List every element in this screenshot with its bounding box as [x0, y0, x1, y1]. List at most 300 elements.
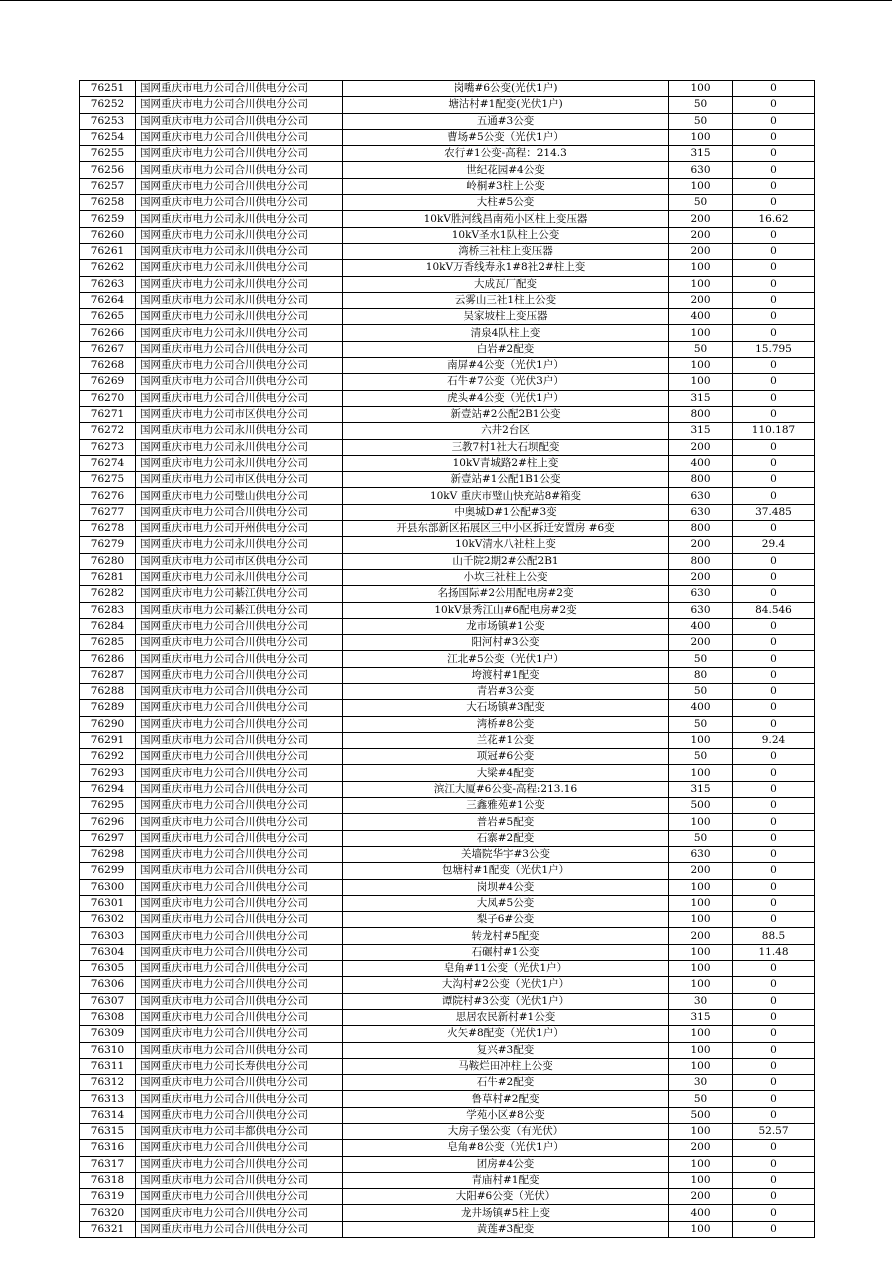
row-id-cell: 76276: [80, 488, 136, 504]
row-id-cell: 76278: [80, 521, 136, 537]
table-row: [80, 814, 815, 830]
capacity-cell: 100: [669, 129, 733, 145]
value-cell: 0: [733, 651, 815, 667]
capacity-cell: 800: [669, 406, 733, 422]
transformer-name-cell: 龙市场镇#1公变: [343, 618, 669, 634]
capacity-cell: 100: [669, 1058, 733, 1074]
table-row: [80, 961, 815, 977]
transformer-name-cell: 石寨#2配变: [343, 830, 669, 846]
row-id-cell: 76266: [80, 325, 136, 341]
value-cell: 0: [733, 1205, 815, 1221]
table-row: [80, 129, 815, 145]
table-row: [80, 243, 815, 259]
capacity-cell: 400: [669, 1205, 733, 1221]
transformer-name-cell: 龙井场镇#5柱上变: [343, 1205, 669, 1221]
capacity-cell: 100: [669, 944, 733, 960]
table-row: [80, 944, 815, 960]
company-cell: 国网重庆市电力公司合川供电分公司: [136, 846, 343, 862]
transformer-name-cell: 兰花#1公变: [343, 732, 669, 748]
company-cell: 国网重庆市电力公司合川供电分公司: [136, 700, 343, 716]
row-id-cell: 76256: [80, 162, 136, 178]
table-row: [80, 1042, 815, 1058]
capacity-cell: 630: [669, 162, 733, 178]
company-cell: 国网重庆市电力公司合川供电分公司: [136, 749, 343, 765]
capacity-cell: 630: [669, 586, 733, 602]
value-cell: 37.485: [733, 504, 815, 520]
row-id-cell: 76262: [80, 260, 136, 276]
value-cell: 52.57: [733, 1124, 815, 1140]
value-cell: 11.48: [733, 944, 815, 960]
table-row: [80, 928, 815, 944]
row-id-cell: 76315: [80, 1124, 136, 1140]
value-cell: 0: [733, 309, 815, 325]
transformer-name-cell: 新壹站#1公配1B1公变: [343, 472, 669, 488]
table-row: [80, 749, 815, 765]
transformer-name-cell: 滨江大厦#6公变-高程:213.16: [343, 781, 669, 797]
table-row: [80, 602, 815, 618]
transformer-name-cell: 清泉4队柱上变: [343, 325, 669, 341]
capacity-cell: 315: [669, 1009, 733, 1025]
table-row: [80, 618, 815, 634]
row-id-cell: 76298: [80, 846, 136, 862]
company-cell: 国网重庆市电力公司合川供电分公司: [136, 1140, 343, 1156]
row-id-cell: 76269: [80, 374, 136, 390]
table-row: [80, 521, 815, 537]
value-cell: 0: [733, 97, 815, 113]
value-cell: 0: [733, 667, 815, 683]
table-row: [80, 1107, 815, 1123]
company-cell: 国网重庆市电力公司永川供电分公司: [136, 439, 343, 455]
table-row: [80, 97, 815, 113]
value-cell: 0: [733, 129, 815, 145]
value-cell: 0: [733, 1172, 815, 1188]
table-row: [80, 1124, 815, 1140]
row-id-cell: 76287: [80, 667, 136, 683]
capacity-cell: 100: [669, 765, 733, 781]
row-id-cell: 76312: [80, 1075, 136, 1091]
transformer-name-cell: 岗嘴#6公变(光伏1户): [343, 81, 669, 97]
row-id-cell: 76314: [80, 1107, 136, 1123]
capacity-cell: 630: [669, 504, 733, 520]
transformer-name-cell: 石牛#7公变（光伏3户）: [343, 374, 669, 390]
table-row: [80, 472, 815, 488]
row-id-cell: 76302: [80, 912, 136, 928]
row-id-cell: 76251: [80, 81, 136, 97]
value-cell: 0: [733, 374, 815, 390]
company-cell: 国网重庆市电力公司永川供电分公司: [136, 537, 343, 553]
table-row: [80, 993, 815, 1009]
row-id-cell: 76258: [80, 195, 136, 211]
company-cell: 国网重庆市电力公司綦江供电分公司: [136, 586, 343, 602]
transformer-name-cell: 普岩#5配变: [343, 814, 669, 830]
company-cell: 国网重庆市电力公司合川供电分公司: [136, 928, 343, 944]
value-cell: 0: [733, 586, 815, 602]
row-id-cell: 76277: [80, 504, 136, 520]
capacity-cell: 100: [669, 732, 733, 748]
company-cell: 国网重庆市电力公司合川供电分公司: [136, 81, 343, 97]
transformer-name-cell: 青岩#3公变: [343, 683, 669, 699]
value-cell: 0: [733, 455, 815, 471]
capacity-cell: 100: [669, 1156, 733, 1172]
table-row: [80, 569, 815, 585]
company-cell: 国网重庆市电力公司合川供电分公司: [136, 651, 343, 667]
row-id-cell: 76255: [80, 146, 136, 162]
value-cell: 0: [733, 830, 815, 846]
value-cell: 0: [733, 1221, 815, 1237]
transformer-name-cell: 三教7村1社大石坝配变: [343, 439, 669, 455]
value-cell: 0: [733, 81, 815, 97]
value-cell: 0: [733, 569, 815, 585]
table-body: [80, 81, 815, 1238]
company-cell: 国网重庆市电力公司合川供电分公司: [136, 961, 343, 977]
capacity-cell: 100: [669, 276, 733, 292]
transformer-name-cell: 江北#5公变（光伏1户）: [343, 651, 669, 667]
row-id-cell: 76272: [80, 423, 136, 439]
transformer-name-cell: 10kV景秀江山#6配电房#2变: [343, 602, 669, 618]
company-cell: 国网重庆市电力公司永川供电分公司: [136, 227, 343, 243]
capacity-cell: 100: [669, 814, 733, 830]
capacity-cell: 50: [669, 1091, 733, 1107]
capacity-cell: 200: [669, 537, 733, 553]
transformer-name-cell: 农行#1公变-高程：214.3: [343, 146, 669, 162]
company-cell: 国网重庆市电力公司合川供电分公司: [136, 993, 343, 1009]
value-cell: 0: [733, 292, 815, 308]
row-id-cell: 76313: [80, 1091, 136, 1107]
value-cell: 0: [733, 521, 815, 537]
value-cell: 16.62: [733, 211, 815, 227]
table-row: [80, 586, 815, 602]
transformer-name-cell: 10kV胜河线昌南苑小区柱上变压器: [343, 211, 669, 227]
company-cell: 国网重庆市电力公司合川供电分公司: [136, 1172, 343, 1188]
table-row: [80, 1172, 815, 1188]
value-cell: 0: [733, 879, 815, 895]
capacity-cell: 80: [669, 667, 733, 683]
company-cell: 国网重庆市电力公司市区供电分公司: [136, 472, 343, 488]
transformer-name-cell: 马鞍烂田冲柱上公变: [343, 1058, 669, 1074]
company-cell: 国网重庆市电力公司合川供电分公司: [136, 1205, 343, 1221]
row-id-cell: 76301: [80, 895, 136, 911]
table-row: [80, 260, 815, 276]
company-cell: 国网重庆市电力公司合川供电分公司: [136, 944, 343, 960]
value-cell: 0: [733, 1075, 815, 1091]
value-cell: 0: [733, 406, 815, 422]
company-cell: 国网重庆市电力公司永川供电分公司: [136, 569, 343, 585]
capacity-cell: 200: [669, 569, 733, 585]
table-row: [80, 1205, 815, 1221]
table-row: [80, 879, 815, 895]
capacity-cell: 30: [669, 993, 733, 1009]
value-cell: 0: [733, 1107, 815, 1123]
row-id-cell: 76295: [80, 798, 136, 814]
company-cell: 国网重庆市电力公司合川供电分公司: [136, 129, 343, 145]
row-id-cell: 76279: [80, 537, 136, 553]
row-id-cell: 76288: [80, 683, 136, 699]
table-row: [80, 1058, 815, 1074]
row-id-cell: 76297: [80, 830, 136, 846]
row-id-cell: 76260: [80, 227, 136, 243]
value-cell: 0: [733, 358, 815, 374]
capacity-cell: 500: [669, 798, 733, 814]
company-cell: 国网重庆市电力公司合川供电分公司: [136, 178, 343, 194]
company-cell: 国网重庆市电力公司合川供电分公司: [136, 162, 343, 178]
company-cell: 国网重庆市电力公司合川供电分公司: [136, 830, 343, 846]
transformer-table: [79, 80, 815, 1238]
value-cell: 0: [733, 798, 815, 814]
row-id-cell: 76308: [80, 1009, 136, 1025]
company-cell: 国网重庆市电力公司合川供电分公司: [136, 798, 343, 814]
row-id-cell: 76254: [80, 129, 136, 145]
capacity-cell: 400: [669, 455, 733, 471]
table-row: [80, 1009, 815, 1025]
company-cell: 国网重庆市电力公司合川供电分公司: [136, 977, 343, 993]
company-cell: 国网重庆市电力公司合川供电分公司: [136, 863, 343, 879]
table-row: [80, 1221, 815, 1237]
capacity-cell: 100: [669, 325, 733, 341]
capacity-cell: 200: [669, 928, 733, 944]
value-cell: 110.187: [733, 423, 815, 439]
transformer-name-cell: 青庙村#1配变: [343, 1172, 669, 1188]
row-id-cell: 76306: [80, 977, 136, 993]
table-row: [80, 374, 815, 390]
company-cell: 国网重庆市电力公司合川供电分公司: [136, 1189, 343, 1205]
company-cell: 国网重庆市电力公司合川供电分公司: [136, 635, 343, 651]
table-row: [80, 667, 815, 683]
row-id-cell: 76319: [80, 1189, 136, 1205]
value-cell: 0: [733, 472, 815, 488]
row-id-cell: 76321: [80, 1221, 136, 1237]
transformer-name-cell: 五通#3公变: [343, 113, 669, 129]
value-cell: 0: [733, 993, 815, 1009]
row-id-cell: 76281: [80, 569, 136, 585]
table-row: [80, 439, 815, 455]
row-id-cell: 76307: [80, 993, 136, 1009]
row-id-cell: 76304: [80, 944, 136, 960]
table-row: [80, 178, 815, 194]
transformer-name-cell: 大沟村#2公变（光伏1户）: [343, 977, 669, 993]
capacity-cell: 200: [669, 292, 733, 308]
row-id-cell: 76303: [80, 928, 136, 944]
company-cell: 国网重庆市电力公司合川供电分公司: [136, 374, 343, 390]
value-cell: 0: [733, 700, 815, 716]
row-id-cell: 76274: [80, 455, 136, 471]
value-cell: 0: [733, 846, 815, 862]
value-cell: 0: [733, 162, 815, 178]
company-cell: 国网重庆市电力公司合川供电分公司: [136, 390, 343, 406]
transformer-name-cell: 湾桥#8公变: [343, 716, 669, 732]
value-cell: 0: [733, 178, 815, 194]
table-row: [80, 635, 815, 651]
row-id-cell: 76318: [80, 1172, 136, 1188]
row-id-cell: 76273: [80, 439, 136, 455]
table-row: [80, 846, 815, 862]
row-id-cell: 76289: [80, 700, 136, 716]
transformer-name-cell: 中奥城D#1公配#3变: [343, 504, 669, 520]
row-id-cell: 76271: [80, 406, 136, 422]
capacity-cell: 200: [669, 1189, 733, 1205]
transformer-name-cell: 转龙村#5配变: [343, 928, 669, 944]
transformer-name-cell: 大房子堡公变（有光伏）: [343, 1124, 669, 1140]
transformer-name-cell: 塘沽村#1配变(光伏1户): [343, 97, 669, 113]
capacity-cell: 315: [669, 390, 733, 406]
transformer-name-cell: 云雾山三社1柱上公变: [343, 292, 669, 308]
row-id-cell: 76292: [80, 749, 136, 765]
value-cell: 0: [733, 765, 815, 781]
row-id-cell: 76300: [80, 879, 136, 895]
company-cell: 国网重庆市电力公司开州供电分公司: [136, 521, 343, 537]
company-cell: 国网重庆市电力公司合川供电分公司: [136, 97, 343, 113]
row-id-cell: 76296: [80, 814, 136, 830]
table-row: [80, 1140, 815, 1156]
capacity-cell: 100: [669, 178, 733, 194]
value-cell: 0: [733, 1091, 815, 1107]
transformer-name-cell: 虎头#4公变（光伏1户）: [343, 390, 669, 406]
table-row: [80, 276, 815, 292]
company-cell: 国网重庆市电力公司永川供电分公司: [136, 325, 343, 341]
transformer-name-cell: 石牛#2配变: [343, 1075, 669, 1091]
transformer-name-cell: 10kV 重庆市璧山快充站8#箱变: [343, 488, 669, 504]
company-cell: 国网重庆市电力公司合川供电分公司: [136, 146, 343, 162]
row-id-cell: 76286: [80, 651, 136, 667]
company-cell: 国网重庆市电力公司永川供电分公司: [136, 309, 343, 325]
transformer-name-cell: 吴家坡柱上变压器: [343, 309, 669, 325]
company-cell: 国网重庆市电力公司璧山供电分公司: [136, 488, 343, 504]
value-cell: 0: [733, 488, 815, 504]
company-cell: 国网重庆市电力公司合川供电分公司: [136, 358, 343, 374]
company-cell: 国网重庆市电力公司合川供电分公司: [136, 912, 343, 928]
capacity-cell: 200: [669, 439, 733, 455]
row-id-cell: 76263: [80, 276, 136, 292]
table-row: [80, 553, 815, 569]
company-cell: 国网重庆市电力公司丰都供电分公司: [136, 1124, 343, 1140]
transformer-name-cell: 思居农民新村#1公变: [343, 1009, 669, 1025]
transformer-name-cell: 皂角#8公变（光伏1户）: [343, 1140, 669, 1156]
table-row: [80, 1189, 815, 1205]
table-row: [80, 716, 815, 732]
row-id-cell: 76293: [80, 765, 136, 781]
capacity-cell: 800: [669, 521, 733, 537]
value-cell: 0: [733, 618, 815, 634]
company-cell: 国网重庆市电力公司合川供电分公司: [136, 895, 343, 911]
value-cell: 0: [733, 749, 815, 765]
company-cell: 国网重庆市电力公司合川供电分公司: [136, 195, 343, 211]
capacity-cell: 630: [669, 488, 733, 504]
table-row: [80, 406, 815, 422]
row-id-cell: 76253: [80, 113, 136, 129]
transformer-name-cell: 梨子6#公变: [343, 912, 669, 928]
value-cell: 9.24: [733, 732, 815, 748]
value-cell: 0: [733, 912, 815, 928]
table-row: [80, 798, 815, 814]
transformer-name-cell: 关墙院华宇#3公变: [343, 846, 669, 862]
capacity-cell: 200: [669, 1140, 733, 1156]
transformer-name-cell: 石碾村#1公变: [343, 944, 669, 960]
table-row: [80, 781, 815, 797]
capacity-cell: 200: [669, 243, 733, 259]
company-cell: 国网重庆市电力公司合川供电分公司: [136, 1042, 343, 1058]
transformer-name-cell: 山千院2期2#公配2B1: [343, 553, 669, 569]
company-cell: 国网重庆市电力公司合川供电分公司: [136, 732, 343, 748]
value-cell: 0: [733, 439, 815, 455]
value-cell: 0: [733, 553, 815, 569]
company-cell: 国网重庆市电力公司合川供电分公司: [136, 1091, 343, 1107]
value-cell: 0: [733, 227, 815, 243]
transformer-name-cell: 大梁#4配变: [343, 765, 669, 781]
value-cell: 0: [733, 895, 815, 911]
row-id-cell: 76275: [80, 472, 136, 488]
capacity-cell: 100: [669, 358, 733, 374]
transformer-name-cell: 包塘村#1配变（光伏1户）: [343, 863, 669, 879]
table-row: [80, 1091, 815, 1107]
table-row: [80, 309, 815, 325]
transformer-name-cell: 鲁草村#2配变: [343, 1091, 669, 1107]
capacity-cell: 100: [669, 977, 733, 993]
transformer-name-cell: 谭院村#3公变（光伏1户）: [343, 993, 669, 1009]
capacity-cell: 200: [669, 227, 733, 243]
transformer-name-cell: 垮渡村#1配变: [343, 667, 669, 683]
table-row: [80, 390, 815, 406]
table-row: [80, 423, 815, 439]
row-id-cell: 76257: [80, 178, 136, 194]
table-row: [80, 146, 815, 162]
transformer-name-cell: 10kV青城路2#柱上变: [343, 455, 669, 471]
row-id-cell: 76317: [80, 1156, 136, 1172]
value-cell: 0: [733, 1042, 815, 1058]
table-row: [80, 504, 815, 520]
row-id-cell: 76282: [80, 586, 136, 602]
company-cell: 国网重庆市电力公司合川供电分公司: [136, 667, 343, 683]
company-cell: 国网重庆市电力公司合川供电分公司: [136, 1075, 343, 1091]
table-row: [80, 977, 815, 993]
capacity-cell: 50: [669, 716, 733, 732]
company-cell: 国网重庆市电力公司合川供电分公司: [136, 716, 343, 732]
capacity-cell: 100: [669, 81, 733, 97]
table-row: [80, 895, 815, 911]
table-row: [80, 81, 815, 97]
table-row: [80, 651, 815, 667]
company-cell: 国网重庆市电力公司合川供电分公司: [136, 683, 343, 699]
capacity-cell: 50: [669, 651, 733, 667]
row-id-cell: 76252: [80, 97, 136, 113]
transformer-name-cell: 大阳#6公变（光伏）: [343, 1189, 669, 1205]
row-id-cell: 76290: [80, 716, 136, 732]
table-row: [80, 1026, 815, 1042]
table-row: [80, 195, 815, 211]
table-row: [80, 830, 815, 846]
table-row: [80, 912, 815, 928]
capacity-cell: 100: [669, 1026, 733, 1042]
transformer-name-cell: 小坎三社柱上公变: [343, 569, 669, 585]
row-id-cell: 76294: [80, 781, 136, 797]
capacity-cell: 630: [669, 846, 733, 862]
row-id-cell: 76320: [80, 1205, 136, 1221]
value-cell: 0: [733, 814, 815, 830]
row-id-cell: 76309: [80, 1026, 136, 1042]
company-cell: 国网重庆市电力公司合川供电分公司: [136, 1026, 343, 1042]
table-row: [80, 732, 815, 748]
value-cell: 0: [733, 716, 815, 732]
company-cell: 国网重庆市电力公司永川供电分公司: [136, 292, 343, 308]
transformer-name-cell: 大柱#5公变: [343, 195, 669, 211]
table-row: [80, 211, 815, 227]
value-cell: 0: [733, 781, 815, 797]
value-cell: 0: [733, 390, 815, 406]
value-cell: 0: [733, 1009, 815, 1025]
row-id-cell: 76284: [80, 618, 136, 634]
capacity-cell: 500: [669, 1107, 733, 1123]
transformer-name-cell: 湾桥三社柱上变压器: [343, 243, 669, 259]
capacity-cell: 100: [669, 1124, 733, 1140]
company-cell: 国网重庆市电力公司永川供电分公司: [136, 276, 343, 292]
